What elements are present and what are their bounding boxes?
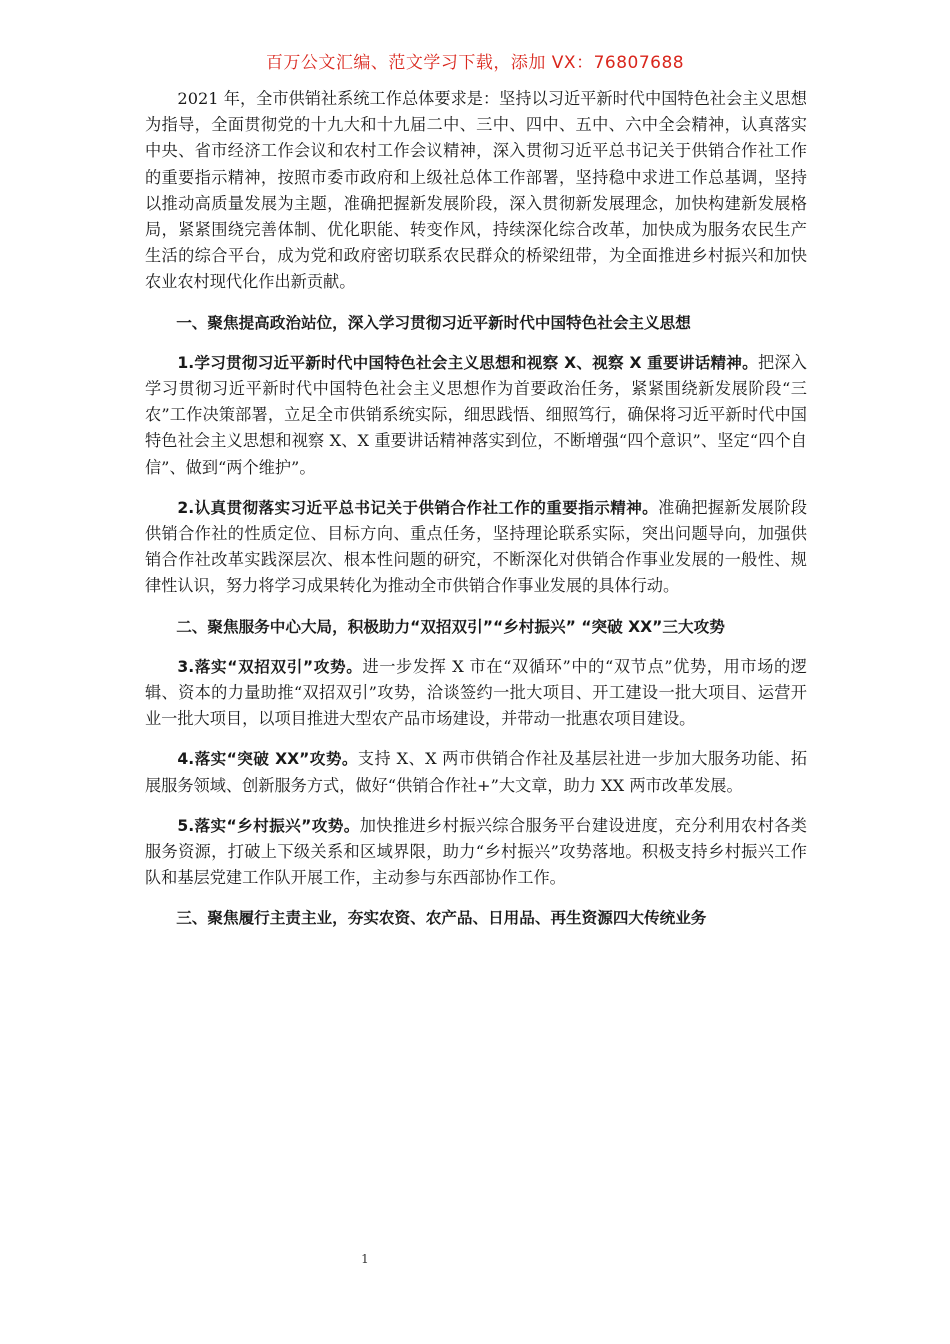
item-paragraph-3	[145, 654, 807, 733]
watermark-header: 百万公文汇编、范文学习下载，添加 VX：76807688	[265, 53, 685, 73]
item-lead-1: 1.学习贯彻习近平新时代中国特色社会主义思想和视察 X、视察 X 重要讲话精神。	[177, 353, 758, 372]
item-paragraph-5	[145, 813, 807, 892]
item-paragraph-1	[145, 350, 807, 481]
item-paragraph-2	[145, 495, 807, 600]
section-heading-3: 三、聚焦履行主责主业，夯实农资、农产品、日用品、再生资源四大传统业务	[176, 909, 707, 928]
item-lead-2: 2.认真贯彻落实习近平总书记关于供销合作社工作的重要指示精神。	[177, 498, 659, 517]
item-paragraph-4	[145, 746, 807, 798]
item-lead-5: 5.落实“乡村振兴”攻势。	[177, 816, 360, 835]
item-text-2: 准确把握新发展阶段供销合作社的性质定位、目标方向、重点任务，坚持理论联系实际，突出问题导向，加强供销合作社改革实践深层次、根本性问题的研究，不断深化对供销合作事业发展的一般性、规律性认识，努力将学习成果转化为推动全市供销合作事业发展的具体行动。	[145, 497, 808, 596]
document-body	[145, 86, 807, 946]
section-heading-2: 二、聚焦服务中心大局，积极助力“双招双引”“乡村振兴” “突破 XX”三大攻势	[176, 617, 725, 636]
intro-paragraph: 2021 年，全市供销社系统工作总体要求是：坚持以习近平新时代中国特色社会主义思想为指导，全面贯彻党的十九大和十九届二中、三中、四中、五中、六中全会精神，认真落实中央、省市经济工作会议和农村工作会议精神，深入贯彻习近平总书记关于供销合作社工作的重要指示精神，按照市委市政府和上级社总体工作部署，坚持稳中求进工作总基调，坚持以推动高质量发展为主题，准确把握新发展阶段，深入贯彻新发展理念，加快构建新发展格局，紧紧围绕完善体制、优化职能、转变作风，持续深化综合改革，加快成为服务农民生产生活的综合平台，成为党和政府密切联系农民群众的桥梁纽带，为全面推进乡村振兴和加快农业农村现代化作出新贡献。	[145, 89, 807, 292]
section-heading-1: 一、聚焦提高政治站位，深入学习贯彻习近平新时代中国特色社会主义思想	[176, 313, 691, 332]
item-text-1: 把深入学习贯彻习近平新时代中国特色社会主义思想作为首要政治任务，紧紧围绕新发展阶段“三农”工作决策部署，立足全市供销系统实际，细思践悟、细照笃行，确保将习近平新时代中国特色社会主义思想和视察 X、X 重要讲话精神落实到位，不断增强“四个意识”、坚定“四个自信”、做到“两个维护”。	[145, 352, 807, 477]
page-number: 1	[361, 1252, 369, 1266]
item-text-3: 进一步发挥 X 市在“双循环”中的“双节点”优势，用市场的逻辑、资本的力量助推“双招双引”攻势，洽谈签约一批大项目、开工建设一批大项目、运营开业一批大项目，以项目推进大型农产品市场建设，并带动一批惠农项目建设。	[145, 656, 807, 729]
item-text-4: 支持 X、X 两市供销合作社及基层社进一步加大服务功能、拓展服务领域、创新服务方式，做好“供销合作社+”大文章，助力 XX 两市改革发展。	[145, 749, 808, 795]
item-text-5: 加快推进乡村振兴综合服务平台建设进度，充分利用农村各类服务资源，打破上下级关系和区域界限，助力“乡村振兴”攻势落地。积极支持乡村振兴工作队和基层党建工作队开展工作，主动参与东西部协作工作。	[145, 815, 807, 888]
item-lead-4: 4.落实“突破 XX”攻势。	[177, 750, 358, 769]
item-lead-3: 3.落实“双招双引”攻势。	[177, 657, 363, 676]
